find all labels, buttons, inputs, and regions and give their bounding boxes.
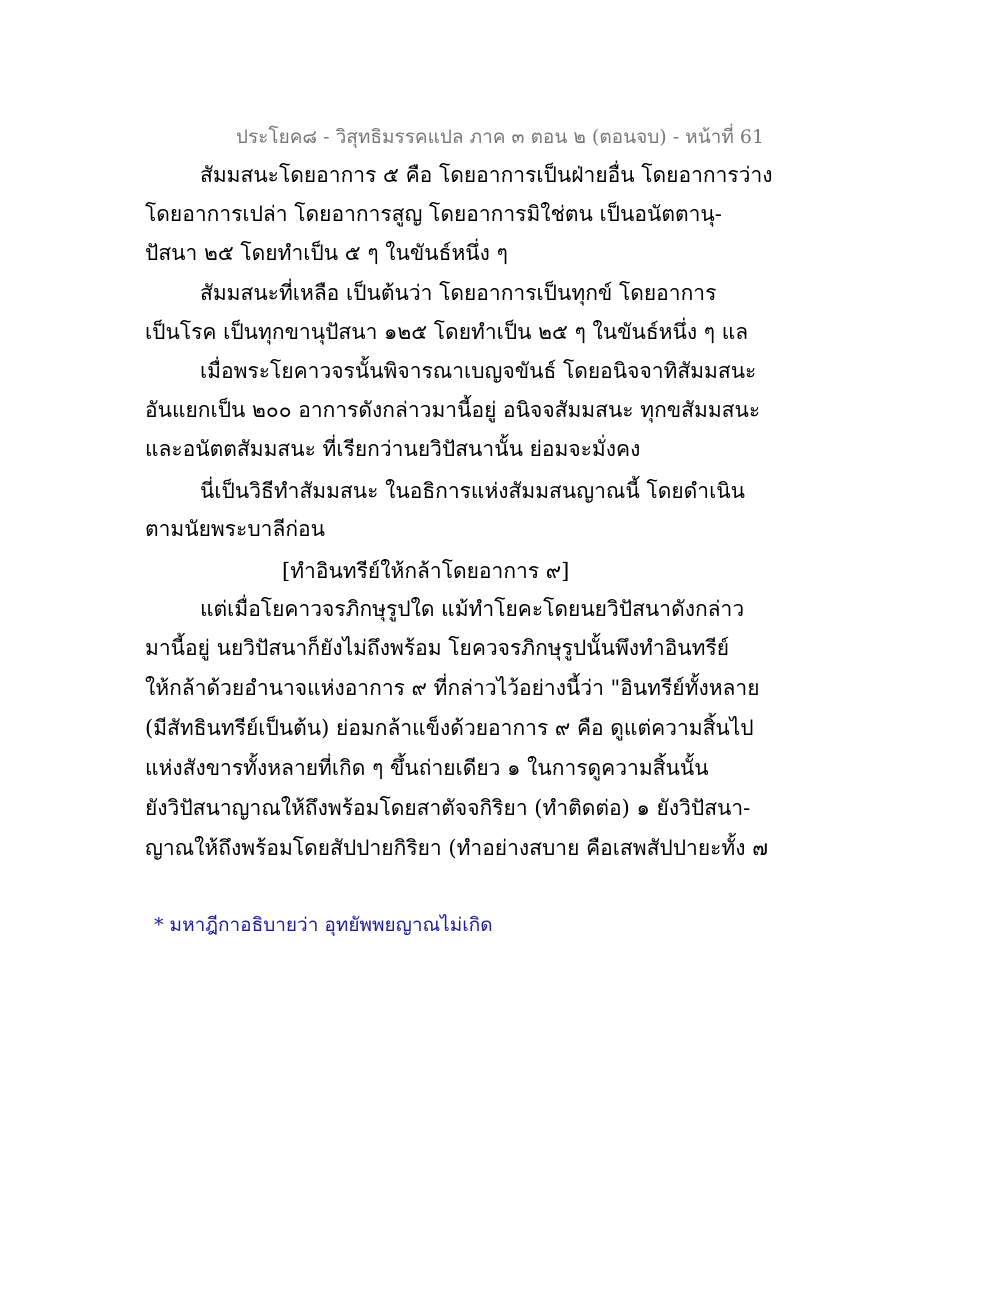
body-line: ตามนัยพระบาลีก่อน bbox=[145, 517, 326, 541]
body-line: ให้กล้าด้วยอำนาจแห่งอาการ ๙ ที่กล่าวไว้อย่างนี้ว่า "อินทรีย์ทั้งหลาย bbox=[145, 676, 760, 700]
body-line: และอนัตตสัมมสนะ ที่เรียกว่านยวิปัสนานั้น ย่อมจะมั่งคง bbox=[145, 437, 641, 461]
page-header: ประโยค๘ - วิสุทธิมรรคแปล ภาค ๓ ตอน ๒ (ตอนจบ) - หน้าที่ 61 bbox=[235, 126, 765, 148]
body-line: ญาณให้ถึงพร้อมโดยสัปปายกิริยา (ทำอย่างสบาย คือเสพสัปปายะทั้ง ๗ bbox=[145, 836, 768, 860]
body-line: นี่เป็นวิธีทำสัมมสนะ ในอธิการแห่งสัมมสนญาณนี้ โดยดำเนิน bbox=[200, 479, 745, 503]
body-line: เมื่อพระโยคาวจรนั้นพิจารณาเบญจขันธ์ โดยอนิจจาทิสัมมสนะ bbox=[200, 359, 757, 383]
body-line: สัมมสนะที่เหลือ เป็นต้นว่า โดยอาการเป็นทุกข์ โดยอาการ bbox=[200, 281, 717, 305]
body-line: อันแยกเป็น ๒๐๐ อาการดังกล่าวมานี้อยู่ อนิจจสัมมสนะ ทุกขสัมมสนะ bbox=[145, 398, 761, 422]
body-line: สัมมสนะโดยอาการ ๕ คือ โดยอาการเป็นฝ่ายอื่น โดยอาการว่าง bbox=[200, 163, 773, 187]
body-line: ปัสนา ๒๕ โดยทำเป็น ๕ ๆ ในขันธ์หนึ่ง ๆ bbox=[145, 241, 508, 265]
body-line: เป็นโรค เป็นทุกขานุปัสนา ๑๒๕ โดยทำเป็น ๒๕ ๆ ในขันธ์หนึ่ง ๆ แล bbox=[145, 320, 749, 344]
body-line: แต่เมื่อโยคาวจรภิกษุรูปใด แม้ทำโยคะโดยนยวิปัสนาดังกล่าว bbox=[200, 597, 745, 621]
section-heading: [ทำอินทรีย์ให้กล้าโดยอาการ ๙] bbox=[282, 559, 570, 583]
body-line: โดยอาการเปล่า โดยอาการสูญ โดยอาการมิใช่ตน เป็นอนัตตานุ- bbox=[145, 202, 722, 226]
footnote: * มหาฎีกาอธิบายว่า อุทยัพพยญาณไม่เกิด bbox=[154, 914, 493, 936]
body-line: (มีสัทธินทรีย์เป็นต้น) ย่อมกล้าแข็งด้วยอาการ ๙ คือ ดูแต่ความสิ้นไป bbox=[145, 716, 754, 740]
body-line: ยังวิปัสนาญาณให้ถึงพร้อมโดยสาตัจจกิริยา (ทำติดต่อ) ๑ ยังวิปัสนา- bbox=[145, 796, 751, 820]
body-line: แห่งสังขารทั้งหลายที่เกิด ๆ ขึ้นถ่ายเดียว ๑ ในการดูความสิ้นนั้น bbox=[145, 756, 709, 780]
body-line: มานี้อยู่ นยวิปัสนาก็ยังไม่ถึงพร้อม โยควจรภิกษุรูปนั้นพึงทำอินทรีย์ bbox=[145, 636, 730, 660]
